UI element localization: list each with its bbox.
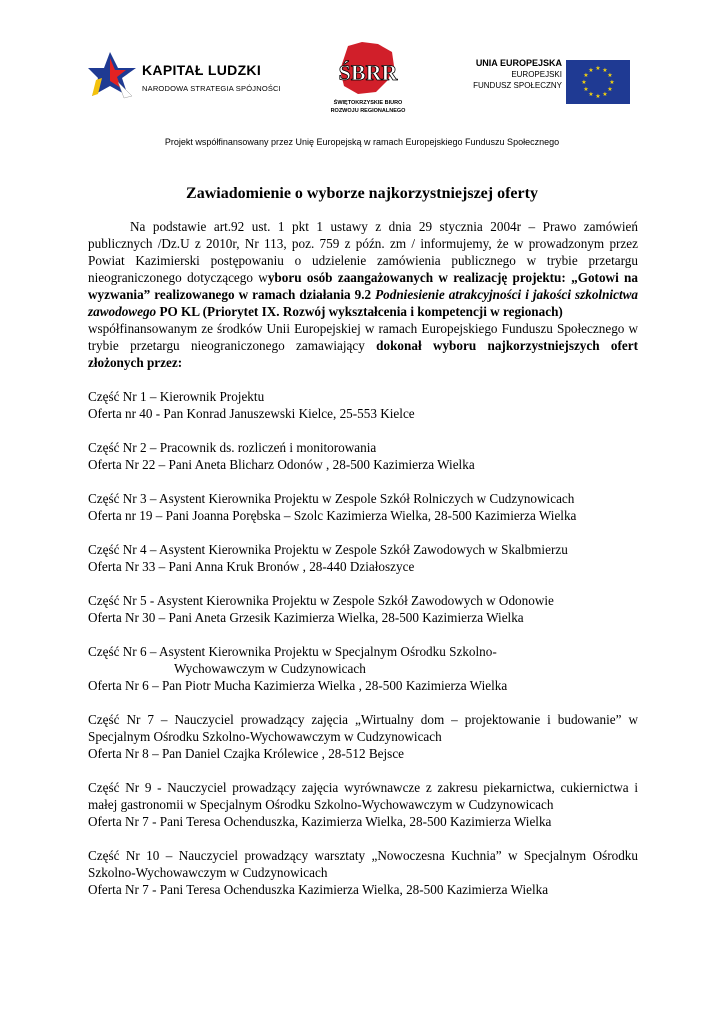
part-offer: Oferta Nr 22 – Pani Aneta Blicharz Odonów , 28-500 Kazimierza Wielka xyxy=(88,457,475,472)
header-logos xyxy=(0,40,724,112)
part-block-9 xyxy=(88,779,638,830)
part-title: Część Nr 10 – Nauczyciel prowadzący warsztaty „Nowoczesna Kuchnia” w Specjalnym Ośrodku Szkolno-Wychowawczym w Cudzynowicach xyxy=(88,848,638,880)
part-title: Część Nr 1 – Kierownik Projektu xyxy=(88,389,265,404)
document-title: Zawiadomienie o wyborze najkorzystniejszej oferty xyxy=(186,185,538,202)
part-title: Część Nr 5 - Asystent Kierownika Projektu w Zespole Szkół Zawodowych w Odonowie xyxy=(88,593,554,608)
part-block-6 xyxy=(88,643,638,694)
intro-text-2: współfinansowanym ze środków Unii Europejskiej w ramach Europejskiego Funduszu Społecznego w trybie przetargu nieograniczonego zamawiający xyxy=(88,321,638,353)
part-title: Część Nr 6 – Asystent Kierownika Projektu w Specjalnym Ośrodku Szkolno- xyxy=(88,644,497,659)
part-title: Część Nr 3 – Asystent Kierownika Projektu w Zespole Szkół Rolniczych w Cudzynowicach xyxy=(88,491,575,506)
part-offer: Oferta Nr 33 – Pani Anna Kruk Bronów , 28-440 Działoszyce xyxy=(88,559,415,574)
svg-text:★: ★ xyxy=(602,67,608,74)
part-title: Część Nr 7 – Nauczyciel prowadzący zajęcia „Wirtualny dom – projektowanie i budowanie” w Specjalnym Ośrodku Szkolno-Wychowawczym w Cudzynowicach xyxy=(88,712,638,744)
part-title: Część Nr 4 – Asystent Kierownika Projektu w Zespole Szkół Zawodowych w Skalbmierzu xyxy=(88,542,568,557)
svg-text:★: ★ xyxy=(583,72,589,79)
svg-text:★: ★ xyxy=(607,86,613,93)
intro-bold-text-2: dokonał wyboru najkorzystniejszych ofert złożonych przez: xyxy=(88,338,638,370)
part-offer: Oferta Nr 7 - Pani Teresa Ochenduszka Kazimierza Wielka, 28-500 Kazimierza Wielka xyxy=(88,882,549,897)
eu-line1: UNIA EUROPEJSKA xyxy=(475,58,562,68)
kapital-ludzki-subtitle: NARODOWA STRATEGIA SPÓJNOŚCI xyxy=(142,84,281,93)
sbrr-logo xyxy=(318,40,418,120)
intro-text: Na podstawie art.92 ust. 1 pkt 1 ustawy z dnia 29 stycznia 2004r – Prawo zamówień publicznych /Dz.U z 2010r, Nr 113, poz. 759 z późn. zm / informujemy, że w prowadzonym przez Powiat Kazimierski postępowaniu o udzielenie zamówienia publicznego w trybie przetargu nieograniczonego dotyczącego w xyxy=(88,219,638,285)
part-offer: Oferta Nr 30 – Pani Aneta Grzesik Kazimierza Wielka, 28-500 Kazimierza Wielka xyxy=(88,610,524,625)
part-title: Część Nr 2 – Pracownik ds. rozliczeń i monitorowania xyxy=(88,440,377,455)
part-block-3 xyxy=(88,490,638,524)
intro-bold-text: yboru osób zaangażowanych w realizację projektu: „Gotowi na wyzwania” realizowanego w ramach działania 9.2 xyxy=(88,270,638,302)
svg-text:★: ★ xyxy=(583,86,589,93)
document-body xyxy=(88,218,638,898)
sbrr-logo-text: ŚBRR xyxy=(338,60,398,85)
part-offer: Oferta nr 40 - Pan Konrad Januszewski Kielce, 25-553 Kielce xyxy=(88,406,415,421)
eu-logo xyxy=(456,48,634,114)
intro-paragraph-2 xyxy=(88,320,638,371)
eu-line2: EUROPEJSKI xyxy=(511,70,562,79)
part-offer: Oferta Nr 7 - Pani Teresa Ochenduszka, Kazimierza Wielka, 28-500 Kazimierza Wielka xyxy=(88,814,552,829)
cofinancing-tagline: Projekt współfinansowany przez Unię Europejską w ramach Europejskiego Funduszu Społecznego xyxy=(164,137,560,147)
svg-text:★: ★ xyxy=(588,91,594,98)
part-block-2 xyxy=(88,439,638,473)
svg-text:★: ★ xyxy=(602,91,608,98)
svg-text:★: ★ xyxy=(581,79,587,86)
part-block-4 xyxy=(88,541,638,575)
sbrr-map-icon xyxy=(318,40,418,100)
svg-text:★: ★ xyxy=(595,65,601,72)
part-block-10 xyxy=(88,847,638,898)
intro-paragraph xyxy=(88,218,638,320)
svg-text:★: ★ xyxy=(609,79,615,86)
intro-bold-italic-text: Podniesienie atrakcyjności i jakości szkolnictwa zawodowego xyxy=(88,287,638,319)
svg-text:★: ★ xyxy=(588,67,594,74)
part-block-5 xyxy=(88,592,638,626)
part-offer: Oferta Nr 8 – Pan Daniel Czajka Królewice , 28-512 Bejsce xyxy=(88,746,405,761)
part-title-continued: Wychowawczym w Cudzynowicach xyxy=(174,661,366,676)
kapital-ludzki-emblem-icon xyxy=(88,50,138,110)
kapital-ludzki-logo xyxy=(88,48,286,114)
sbrr-line2: ROZWOJU REGIONALNEGO xyxy=(330,108,406,114)
part-offer: Oferta Nr 6 – Pan Piotr Mucha Kazimierza Wielka , 28-500 Kazimierza Wielka xyxy=(88,678,508,693)
part-block-1 xyxy=(88,388,638,422)
eu-flag-icon xyxy=(566,60,630,104)
part-offer: Oferta nr 19 – Pani Joanna Porębska – Szolc Kazimierza Wielka, 28-500 Kazimierza Wielka xyxy=(88,508,577,523)
intro-bold-end-text: PO KL (Priorytet IX. Rozwój wykształcenia i kompetencji w regionach) xyxy=(156,304,563,319)
eu-logo-text xyxy=(473,58,562,91)
part-title: Część Nr 9 - Nauczyciel prowadzący zajęcia wyrównawcze z zakresu piekarnictwa, cukiernictwa i małej gastronomii w Specjalnym Ośrodku Szkolno-Wychowawczym w Cudzynowicach xyxy=(88,780,638,812)
eu-line3: FUNDUSZ SPOŁECZNY xyxy=(473,81,562,90)
svg-text:★: ★ xyxy=(595,93,601,100)
sbrr-line1: ŚWIĘTOKRZYSKIE BIURO xyxy=(333,100,403,106)
svg-text:★: ★ xyxy=(607,72,613,79)
kapital-ludzki-title: KAPITAŁ LUDZKI xyxy=(142,62,262,78)
part-block-7 xyxy=(88,711,638,762)
